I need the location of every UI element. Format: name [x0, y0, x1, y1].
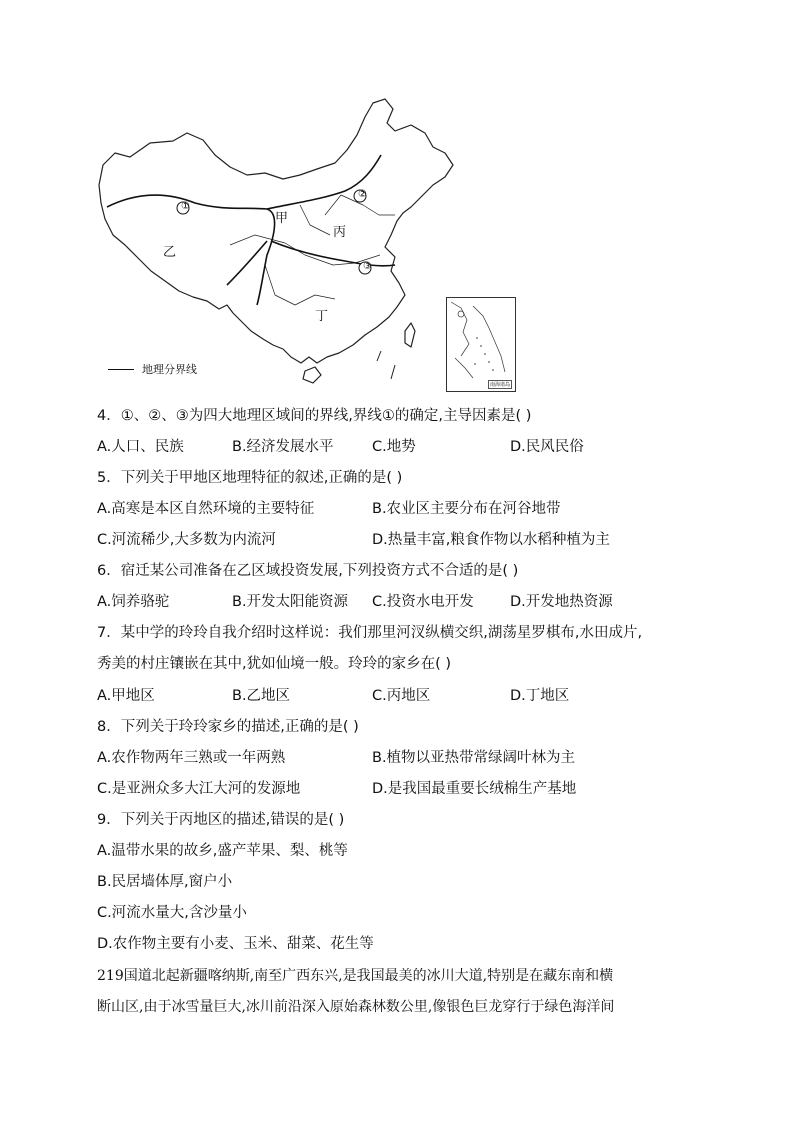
legend-line-swatch [108, 369, 134, 370]
q8-option-d[interactable]: D.是我国最重要长绒棉生产基地 [372, 781, 577, 797]
question-9-stem: 9．下列关于丙地区的描述,错误的是( ) [97, 812, 345, 828]
question-6-stem: 6．宿迁某公司准备在乙区域投资发展,下列投资方式不合适的是( ) [97, 563, 519, 579]
region-bing: 丙 [333, 225, 347, 240]
q6-option-c[interactable]: C.投资水电开发 [372, 594, 474, 610]
q8-option-b[interactable]: B.植物以亚热带常绿阔叶林为主 [372, 750, 576, 766]
q4-option-c[interactable]: C.地势 [372, 439, 416, 455]
q6-option-b[interactable]: B.开发太阳能资源 [232, 594, 349, 610]
map-legend [108, 361, 197, 377]
taiwan-island [405, 323, 415, 347]
q9-option-d[interactable]: D.农作物主要有小麦、玉米、甜菜、花生等 [97, 936, 374, 952]
q7-option-c[interactable]: C.丙地区 [372, 688, 431, 704]
q4-option-a[interactable]: A.人口、民族 [97, 439, 184, 455]
passage-line-2: 断山区,由于冰雪量巨大,冰川前沿深入原始森林数公里,像银色巨龙穿行于绿色海洋间 [97, 999, 615, 1015]
region-jia: 甲 [275, 211, 289, 226]
q8-option-a[interactable]: A.农作物两年三熟或一年两熟 [97, 750, 286, 766]
legend-label: 地理分界线 [142, 363, 197, 376]
q6-option-a[interactable]: A.饲养骆驼 [97, 594, 170, 610]
question-8-stem: 8．下列关于玲玲家乡的描述,正确的是( ) [97, 719, 359, 735]
question-7-stem-line-2: 秀美的村庄镶嵌在其中,犹如仙境一般。玲玲的家乡在( ) [97, 656, 452, 672]
q7-option-b[interactable]: B.乙地区 [232, 688, 291, 704]
question-5-stem: 5．下列关于甲地区地理特征的叙述,正确的是( ) [97, 470, 403, 486]
region-yi: 乙 [163, 245, 177, 260]
question-4-stem: 4．①、②、③为四大地理区域间的界线,界线①的确定,主导因素是( ) [97, 408, 532, 424]
south-china-sea-inset [446, 297, 516, 392]
q9-option-b[interactable]: B.民居墙体厚,窗户小 [97, 874, 233, 890]
q9-option-c[interactable]: C.河流水量大,含沙量小 [97, 905, 247, 921]
q4-option-d[interactable]: D.民风民俗 [510, 439, 584, 455]
q7-option-a[interactable]: A.甲地区 [97, 688, 155, 704]
question-7-stem-line-1: 7．某中学的玲玲自我介绍时这样说：我们那里河汊纵横交织,湖荡星罗棋布,水田成片, [97, 625, 643, 641]
q8-option-c[interactable]: C.是亚洲众多大江大河的发源地 [97, 781, 301, 797]
boundary-line-3 [271, 241, 395, 266]
inset-map [447, 298, 515, 391]
region-ding: 丁 [315, 309, 329, 324]
boundary-line-1 [107, 195, 275, 305]
q5-option-c[interactable]: C.河流稀少,大多数为内流河 [97, 532, 276, 548]
q5-option-a[interactable]: A.高寒是本区自然环境的主要特征 [97, 501, 315, 517]
marker-3: ③ [363, 261, 372, 272]
q5-option-d[interactable]: D.热量丰富,粮食作物以水稻种植为主 [372, 532, 610, 548]
marker-1: ① [181, 201, 190, 212]
q4-option-b[interactable]: B.经济发展水平 [232, 439, 334, 455]
hainan-island [303, 367, 321, 383]
q9-option-a[interactable]: A.温带水果的故乡,盛产苹果、梨、桃等 [97, 843, 348, 859]
country-outline [99, 99, 453, 363]
q6-option-d[interactable]: D.开发地热资源 [510, 594, 613, 610]
q7-option-d[interactable]: D.丁地区 [510, 688, 570, 704]
inset-caption: 南海诸岛 [489, 382, 510, 388]
passage-line-1: 219国道北起新疆喀纳斯,南至广西东兴,是我国最美的冰川大道,特别是在藏东南和横 [97, 968, 614, 984]
q5-option-b[interactable]: B.农业区主要分布在河谷地带 [372, 501, 561, 517]
marker-2: ② [358, 189, 367, 200]
